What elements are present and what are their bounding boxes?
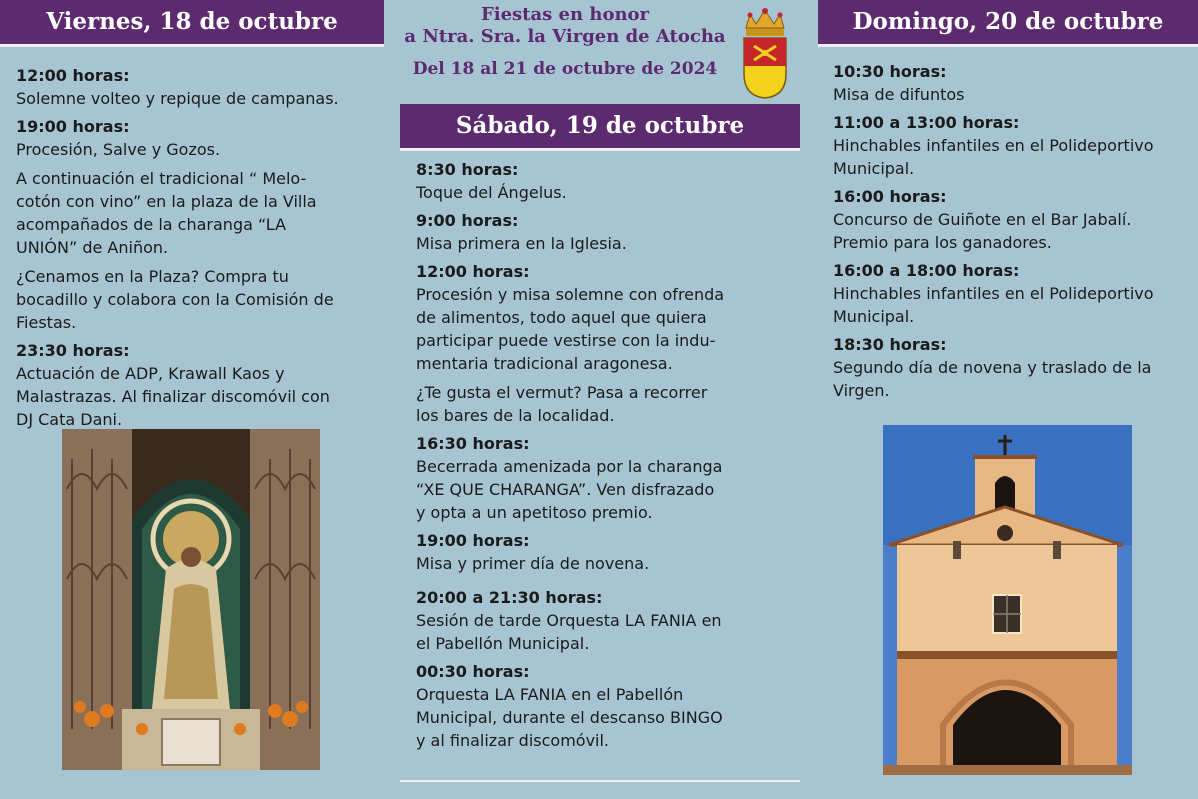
friday-title: Viernes, 18 de octubre (0, 0, 384, 47)
event-time: 8:30 horas: (416, 160, 519, 179)
event-description: Actuación de ADP, Krawall Kaos y Malastrazas. Al finalizar discomóvil con DJ Cata Dani. (16, 364, 330, 429)
event-item (16, 116, 384, 161)
virgin-altar-photo (62, 429, 320, 770)
event-description: Toque del Ángelus. (416, 183, 567, 202)
festival-header (400, 0, 800, 104)
event-description: Segundo día de novena y traslado de la Virgen. (833, 358, 1152, 400)
event-description: Solemne volteo y repique de campanas. (16, 89, 339, 108)
event-item (416, 159, 800, 204)
event-item (416, 433, 800, 524)
event-item (16, 65, 384, 110)
event-item (833, 112, 1198, 180)
event-item (16, 340, 384, 431)
sunday-title: Domingo, 20 de octubre (818, 0, 1198, 47)
event-description: Orquesta LA FANIA en el Pabellón Municipal, durante el descanso BINGO y al finalizar discomóvil. (416, 685, 723, 750)
event-time: 18:30 horas: (833, 335, 947, 354)
event-note: ¿Cenamos en la Plaza? Compra tu bocadillo y colabora con la Comisión de Fiestas. (16, 267, 334, 332)
event-description: Becerrada amenizada por la charanga “XE QUE CHARANGA”. Ven disfrazado y opta a un apetitoso premio. (416, 457, 723, 522)
event-description: Hinchables infantiles en el Polideportivo Municipal. (833, 284, 1154, 326)
event-description: Misa y primer día de novena. (416, 554, 650, 573)
event-item (833, 186, 1198, 254)
event-time: 16:00 a 18:00 horas: (833, 261, 1020, 280)
coat-of-arms-icon (738, 6, 792, 100)
friday-column (0, 0, 384, 437)
event-item (416, 587, 800, 655)
saturday-events (400, 151, 800, 752)
event-time: 20:00 a 21:30 horas: (416, 588, 603, 607)
hermitage-photo (883, 425, 1132, 775)
header-line: Fiestas en honor (480, 4, 650, 25)
friday-events (0, 47, 384, 431)
event-item (833, 61, 1198, 106)
event-time: 9:00 horas: (416, 211, 519, 230)
event-description: Sesión de tarde Orquesta LA FANIA en el Pabellón Municipal. (416, 611, 722, 653)
divider (400, 780, 800, 782)
event-description: Concurso de Guiñote en el Bar Jabalí. Premio para los ganadores. (833, 210, 1132, 252)
event-item (416, 530, 800, 575)
event-description: Procesión y misa solemne con ofrenda de alimentos, todo aquel que quiera participar puede vestirse con la indu- mentaria tradicional aragonesa. (416, 285, 725, 373)
event-description: Hinchables infantiles en el Polideportivo Municipal. (833, 136, 1154, 178)
event-time: 12:00 horas: (16, 66, 130, 85)
header-title (400, 4, 730, 84)
event-item (416, 661, 800, 752)
header-line: a Ntra. Sra. la Virgen de Atocha (404, 26, 726, 47)
event-item (833, 334, 1198, 402)
header-dates: Del 18 al 21 de octubre de 2024 (412, 59, 718, 79)
event-time: 16:00 horas: (833, 187, 947, 206)
event-description: Misa primera en la Iglesia. (416, 234, 627, 253)
event-note: ¿Te gusta el vermut? Pasa a recorrer los bares de la localidad. (416, 383, 708, 425)
event-time: 16:30 horas: (416, 434, 530, 453)
sunday-column (818, 0, 1198, 408)
event-item (416, 261, 800, 375)
event-note: A continuación el tradicional “ Melo- cotón con vino” en la plaza de la Villa acompañados de la charanga “LA UNIÓN” de Aniñon. (16, 169, 317, 257)
event-time: 19:00 horas: (416, 531, 530, 550)
event-item (833, 260, 1198, 328)
event-time: 12:00 horas: (416, 262, 530, 281)
event-description: Misa de difuntos (833, 85, 965, 104)
sunday-events (818, 47, 1198, 402)
saturday-column (400, 104, 800, 758)
event-time: 10:30 horas: (833, 62, 947, 81)
event-description: Procesión, Salve y Gozos. (16, 140, 221, 159)
event-time: 00:30 horas: (416, 662, 530, 681)
event-time: 11:00 a 13:00 horas: (833, 113, 1020, 132)
event-time: 23:30 horas: (16, 341, 130, 360)
saturday-title: Sábado, 19 de octubre (400, 104, 800, 151)
event-time: 19:00 horas: (16, 117, 130, 136)
event-item (416, 210, 800, 255)
